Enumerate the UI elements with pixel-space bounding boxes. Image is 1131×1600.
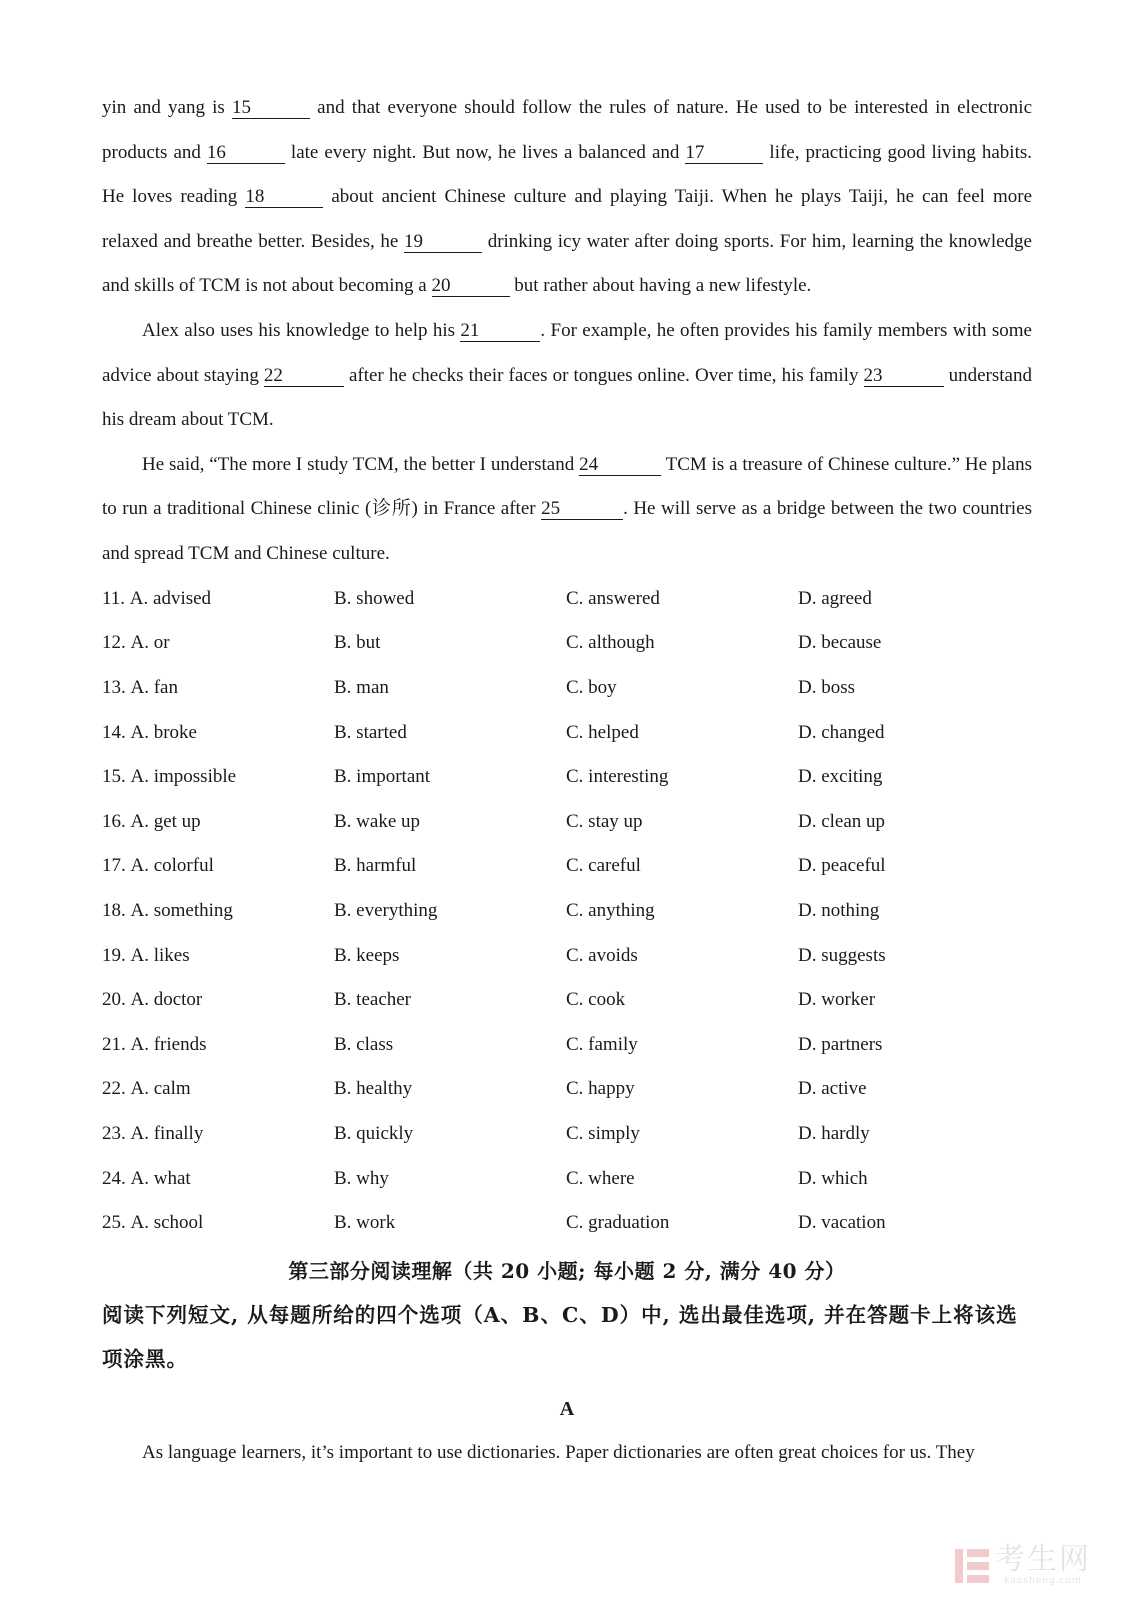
option-b: B. quickly: [334, 1122, 414, 1144]
option-row: [102, 666, 1032, 711]
option-b: B. man: [334, 677, 389, 699]
passage-a-text: As language learners, it’s important to use dictionaries. Paper dictionaries are often great choices for us. They: [142, 1442, 975, 1464]
question-number: 18.: [102, 899, 126, 921]
option-a: [102, 677, 334, 699]
option-b: B. started: [334, 721, 407, 743]
option-b: B. keeps: [334, 944, 400, 966]
question-number: 21.: [102, 1033, 126, 1055]
option-a-text: A. impossible: [130, 766, 237, 788]
option-a-text: A. what: [130, 1167, 191, 1189]
option-a-text: A. fan: [130, 677, 178, 699]
option-row: [102, 621, 1032, 666]
option-d: D. peaceful: [798, 855, 886, 877]
option-c: C. interesting: [566, 766, 669, 788]
option-a: [102, 1212, 334, 1234]
blank-17: 17: [685, 143, 763, 164]
option-d: D. nothing: [798, 899, 880, 921]
option-c: C. happy: [566, 1078, 635, 1100]
option-c: C. helped: [566, 721, 639, 743]
option-d: D. exciting: [798, 766, 883, 788]
option-a-text: A. colorful: [130, 855, 214, 877]
blank-23: 23: [864, 366, 944, 387]
option-b: B. healthy: [334, 1078, 413, 1100]
option-d: D. suggests: [798, 944, 886, 966]
option-d: D. agreed: [798, 587, 872, 609]
blank-20: 20: [432, 276, 510, 297]
option-a-text: A. doctor: [130, 989, 203, 1011]
option-c: C. careful: [566, 855, 641, 877]
option-row: [102, 800, 1032, 845]
watermark: [955, 1544, 1091, 1586]
option-a-text: A. calm: [130, 1078, 191, 1100]
watermark-text: 考生网: [995, 1542, 1091, 1577]
exam-page: [102, 86, 1032, 1476]
option-d: D. because: [798, 632, 882, 654]
option-d: D. changed: [798, 721, 885, 743]
option-c: C. cook: [566, 989, 626, 1011]
question-number: 22.: [102, 1078, 126, 1100]
option-a-text: A. or: [130, 632, 170, 654]
option-a: [102, 855, 334, 877]
answer-options-list: [102, 577, 1032, 1246]
option-a-text: A. advised: [129, 587, 212, 609]
blank-18: 18: [245, 187, 323, 208]
option-d: D. boss: [798, 677, 856, 699]
option-a: [102, 1123, 334, 1145]
option-c: C. although: [566, 632, 655, 654]
option-b: B. class: [334, 1033, 394, 1055]
option-b: B. everything: [334, 899, 438, 921]
option-a-text: A. friends: [130, 1033, 207, 1055]
passage-paragraph-1: yin and yang is 15 and that everyone should follow the rules of nature. He used to be interested in electronic products and 16 late every night. But now, he lives a balanced and 17 life, practicing good living habits. He loves reading 18 about ancient Chinese culture and playing Taiji. When he plays Taiji, he can feel more relaxed and breathe better. Besides, he 19 drinking icy water after doing sports. For him, learning the knowledge and skills of TCM is not about becoming a 20 but rather about having a new lifestyle.: [102, 97, 1033, 297]
question-number: 16.: [102, 810, 126, 832]
passage-letter: A: [559, 1398, 575, 1421]
option-a-text: A. broke: [130, 721, 197, 743]
passage-paragraph-3: He said, “The more I study TCM, the better I understand 24 TCM is a treasure of Chinese culture.” He plans to run a traditional Chinese clinic (诊所) in France after 25 . He will serve as a bridge between the two countries and spread TCM and Chinese culture.: [102, 453, 1032, 564]
option-a: [102, 1168, 334, 1190]
question-number: 14.: [102, 721, 126, 743]
option-d: D. partners: [798, 1033, 883, 1055]
blank-15: 15: [232, 98, 310, 119]
option-c: C. avoids: [566, 944, 638, 966]
option-a: [102, 945, 334, 967]
option-a-text: A. get up: [130, 810, 201, 832]
option-d: D. worker: [798, 989, 876, 1011]
option-d: D. which: [798, 1167, 868, 1189]
option-a: [102, 1078, 334, 1100]
blank-16: 16: [207, 143, 285, 164]
option-b: B. important: [334, 766, 431, 788]
option-row: [102, 577, 1032, 622]
option-c: C. graduation: [566, 1212, 670, 1234]
question-number: 15.: [102, 766, 126, 788]
option-d: D. active: [798, 1078, 867, 1100]
question-number: 23.: [102, 1122, 126, 1144]
blank-25: 25: [541, 499, 623, 520]
option-c: C. anything: [566, 899, 655, 921]
option-a: [102, 900, 334, 922]
option-a: [102, 632, 334, 654]
option-a: [102, 766, 334, 788]
question-number: 13.: [102, 677, 126, 699]
option-b: B. but: [334, 632, 381, 654]
option-a: [102, 588, 334, 610]
option-a-text: A. likes: [130, 944, 190, 966]
blank-21: 21: [460, 321, 540, 342]
option-row: [102, 1156, 1032, 1201]
option-c: C. stay up: [566, 810, 643, 832]
option-d: D. clean up: [798, 810, 886, 832]
question-number: 24.: [102, 1167, 126, 1189]
question-number: 20.: [102, 989, 126, 1011]
option-c: C. family: [566, 1033, 638, 1055]
blank-19: 19: [404, 232, 482, 253]
option-row: [102, 1022, 1032, 1067]
blank-24: 24: [579, 455, 661, 476]
option-b: B. showed: [334, 587, 415, 609]
option-row: [102, 1112, 1032, 1157]
option-row: [102, 978, 1032, 1023]
option-a-text: A. school: [130, 1212, 204, 1234]
question-number: 12.: [102, 632, 126, 654]
option-c: C. where: [566, 1167, 635, 1189]
option-row: [102, 755, 1032, 800]
option-b: B. harmful: [334, 855, 417, 877]
option-b: B. why: [334, 1167, 389, 1189]
option-row: [102, 1067, 1032, 1112]
option-d: D. vacation: [798, 1212, 886, 1234]
option-row: [102, 710, 1032, 755]
watermark-url: kaosheng.com: [1004, 1576, 1082, 1586]
option-row: [102, 1201, 1032, 1246]
option-row: [102, 933, 1032, 978]
option-b: B. wake up: [334, 810, 421, 832]
option-a: [102, 722, 334, 744]
logo-icon: [955, 1545, 989, 1585]
option-a: [102, 989, 334, 1011]
option-a-text: A. finally: [130, 1122, 204, 1144]
option-c: C. simply: [566, 1122, 640, 1144]
option-row: [102, 889, 1032, 934]
blank-22: 22: [264, 366, 344, 387]
option-row: [102, 844, 1032, 889]
option-d: D. hardly: [798, 1122, 870, 1144]
section-title: 第三部分阅读理解（共 20 小题; 每小题 2 分, 满分 40 分）: [288, 1259, 846, 1284]
option-b: B. teacher: [334, 989, 412, 1011]
question-number: 25.: [102, 1212, 126, 1234]
section-instruction: 阅读下列短文, 从每题所给的四个选项（A、B、C、D）中, 选出最佳选项, 并在答题卡上将该选项涂黑。: [102, 1303, 1018, 1372]
option-a-text: A. something: [130, 899, 233, 921]
option-b: B. work: [334, 1212, 396, 1234]
question-number: 17.: [102, 855, 126, 877]
question-number: 11.: [102, 587, 126, 609]
option-a: [102, 1034, 334, 1056]
option-c: C. boy: [566, 677, 617, 699]
question-number: 19.: [102, 944, 126, 966]
passage-paragraph-2: Alex also uses his knowledge to help his 21 . For example, he often provides his family members with some advice about staying 22 after he checks their faces or tongues online. Over time, his family 23 understand his dream about TCM.: [102, 319, 1032, 431]
option-c: C. answered: [566, 587, 660, 609]
option-a: [102, 811, 334, 833]
